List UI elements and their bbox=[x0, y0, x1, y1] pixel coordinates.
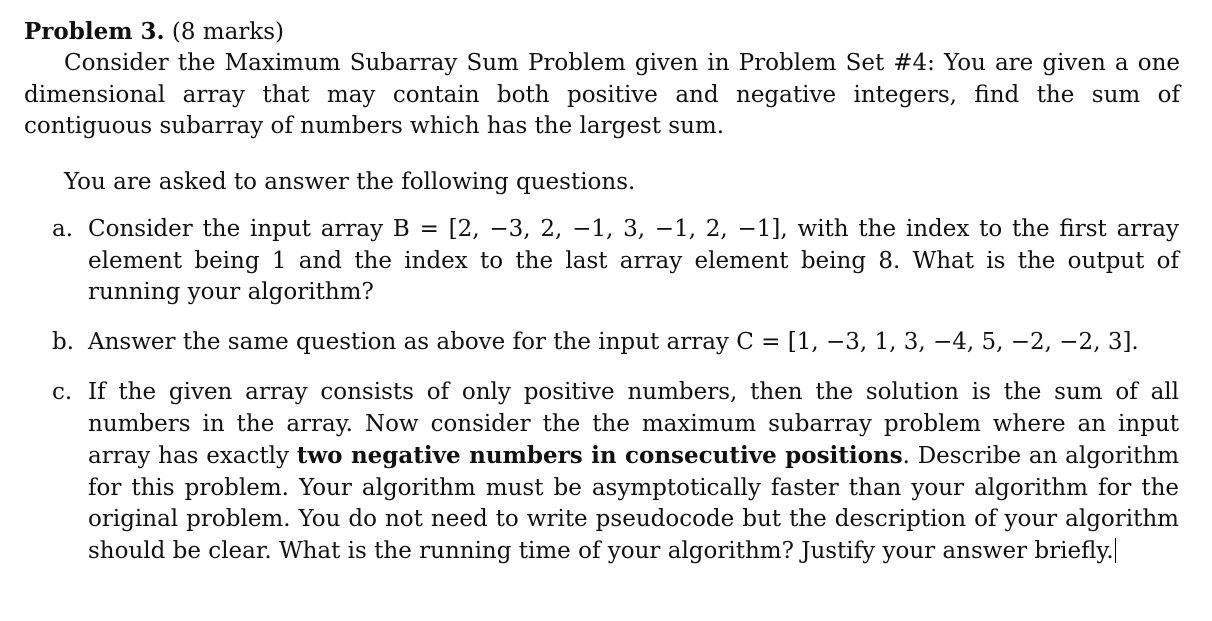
question-c-text[interactable] bbox=[88, 377, 1179, 567]
problem-marks: (8 marks) bbox=[171, 19, 285, 45]
question-a-text: Consider the input array B = [2, −3, 2, −1, 3, −1, 2, −1], with the index to the first array element being 1 and the index to the last array element being 8. What is the output of running your algorithm? bbox=[88, 216, 1179, 305]
problem-label: Problem 3. bbox=[24, 18, 165, 45]
question-prompt: You are asked to answer the following questions. bbox=[64, 169, 636, 195]
text-cursor bbox=[1115, 538, 1117, 563]
question-c bbox=[52, 377, 1179, 567]
question-c-marker: c. bbox=[52, 379, 73, 405]
question-c-text-before: If the given array consists of only positive numbers, then the solution is the sum of all numbers in the array. Now consider the the maximum subarray problem where an input array has exactly bbox=[88, 379, 1179, 469]
question-a-marker: a. bbox=[52, 216, 74, 242]
question-a bbox=[52, 214, 1179, 309]
problem-heading bbox=[24, 16, 284, 48]
question-c-text-after: . Describe an algorithm for this problem. Your algorithm must be asymptotically faster than your algorithm for the original problem. You do not need to write pseudocode but the description of your algorithm should be clear. What is the running time of your algorithm? Justify your answer briefly. bbox=[88, 443, 1179, 564]
problem-intro: Consider the Maximum Subarray Sum Problem given in Problem Set #4: You are given a one dimensional array that may contain both positive and negative integers, find the sum of contiguous subarray of numbers which has the largest sum. bbox=[24, 50, 1180, 139]
question-b-marker: b. bbox=[52, 329, 75, 355]
question-b bbox=[52, 327, 1179, 359]
question-c-emphasis: two negative numbers in consecutive positions bbox=[296, 442, 903, 469]
question-b-text: Answer the same question as above for the input array C = [1, −3, 1, 3, −4, 5, −2, −2, 3]. bbox=[88, 329, 1139, 355]
